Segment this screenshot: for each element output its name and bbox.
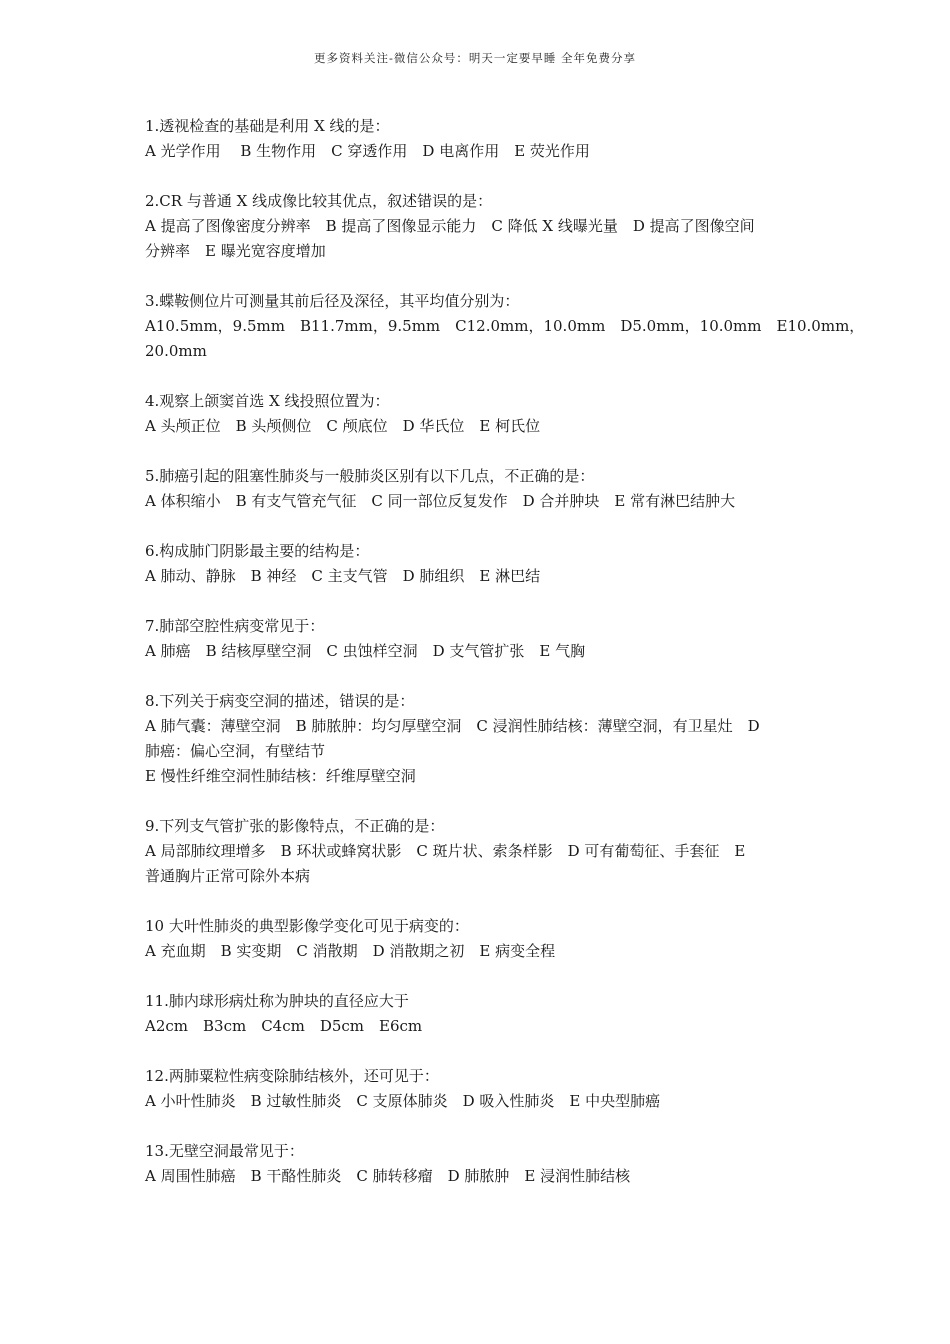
question-stem: 4.观察上颌窦首选 X 线投照位置为： bbox=[145, 392, 390, 410]
question-stem: 12.两肺粟粒性病变除肺结核外，还可见于： bbox=[145, 1067, 439, 1085]
question-options: A 充血期 B 实变期 C 消散期 D 消散期之初 E 病变全程 bbox=[145, 942, 556, 960]
question-stem: 11.肺内球形病灶称为肿块的直径应大于 bbox=[145, 992, 409, 1010]
question-stem: 8.下列关于病变空洞的描述，错误的是： bbox=[145, 692, 415, 710]
question-item bbox=[145, 289, 865, 364]
question-options: 20.0mm bbox=[145, 342, 207, 360]
question-options: A 小叶性肺炎 B 过敏性肺炎 C 支原体肺炎 D 吸入性肺炎 E 中央型肺癌 bbox=[145, 1092, 661, 1110]
question-item bbox=[145, 1064, 813, 1114]
question-options: A 提高了图像密度分辨率 B 提高了图像显示能力 C 降低 X 线曝光量 D 提高了图像空间 bbox=[145, 217, 755, 235]
question-item bbox=[145, 539, 813, 589]
question-item bbox=[145, 914, 813, 964]
question-stem: 2.CR 与普通 X 线成像比较其优点，叙述错误的是： bbox=[145, 192, 493, 210]
question-stem: 5.肺癌引起的阻塞性肺炎与一般肺炎区别有以下几点，不正确的是： bbox=[145, 467, 595, 485]
question-options: A2cm B3cm C4cm D5cm E6cm bbox=[145, 1017, 423, 1035]
question-stem: 10 大叶性肺炎的典型影像学变化可见于病变的： bbox=[145, 917, 469, 935]
question-item bbox=[145, 389, 813, 439]
question-stem: 9.下列支气管扩张的影像特点，不正确的是： bbox=[145, 817, 445, 835]
question-options: A 光学作用 B 生物作用 C 穿透作用 D 电离作用 E 荧光作用 bbox=[145, 142, 590, 160]
question-item bbox=[145, 814, 813, 889]
question-item bbox=[145, 114, 813, 164]
question-options: 分辨率 E 曝光宽容度增加 bbox=[145, 242, 326, 260]
question-options: A 肺动、静脉 B 神经 C 主支气管 D 肺组织 E 淋巴结 bbox=[145, 567, 541, 585]
question-stem: 7.肺部空腔性病变常见于： bbox=[145, 617, 325, 635]
question-item bbox=[145, 1139, 813, 1189]
question-options: 肺癌：偏心空洞，有壁结节 bbox=[145, 742, 326, 760]
question-options: A 周围性肺癌 B 干酪性肺炎 C 肺转移瘤 D 肺脓肿 E 浸润性肺结核 bbox=[145, 1167, 631, 1185]
question-item bbox=[145, 189, 813, 264]
question-item bbox=[145, 989, 813, 1039]
question-options: 普通胸片正常可除外本病 bbox=[145, 867, 311, 885]
question-options: A 头颅正位 B 头颅侧位 C 颅底位 D 华氏位 E 柯氏位 bbox=[145, 417, 541, 435]
question-options: A 肺癌 B 结核厚壁空洞 C 虫蚀样空洞 D 支气管扩张 E 气胸 bbox=[145, 642, 586, 660]
page-header: 更多资料关注-微信公众号：明天一定要早睡 全年免费分享 bbox=[313, 51, 637, 65]
question-options: E 慢性纤维空洞性肺结核：纤维厚壁空洞 bbox=[145, 767, 416, 785]
question-stem: 3.蝶鞍侧位片可测量其前后径及深径，其平均值分别为： bbox=[145, 292, 520, 310]
question-stem: 13.无壁空洞最常见于： bbox=[145, 1142, 304, 1160]
question-options: A 局部肺纹理增多 B 环状或蜂窝状影 C 斑片状、索条样影 D 可有葡萄征、手套征 E bbox=[145, 842, 746, 860]
question-stem: 1.透视检查的基础是利用 X 线的是： bbox=[145, 117, 390, 135]
question-item bbox=[145, 464, 813, 514]
question-stem: 6.构成肺门阴影最主要的结构是： bbox=[145, 542, 370, 560]
question-options: A10.5mm，9.5mm B11.7mm，9.5mm C12.0mm，10.0mm D5.0mm，10.0mm E10.0mm， bbox=[145, 317, 865, 335]
question-options: A 肺气囊：薄壁空洞 B 肺脓肿：均匀厚壁空洞 C 浸润性肺结核：薄壁空洞，有卫星灶 D bbox=[145, 717, 760, 735]
question-item bbox=[145, 614, 813, 664]
question-list bbox=[145, 114, 865, 1214]
question-item bbox=[145, 689, 813, 789]
question-options: A 体积缩小 B 有支气管充气征 C 同一部位反复发作 D 合并肿块 E 常有淋巴结肿大 bbox=[145, 492, 736, 510]
